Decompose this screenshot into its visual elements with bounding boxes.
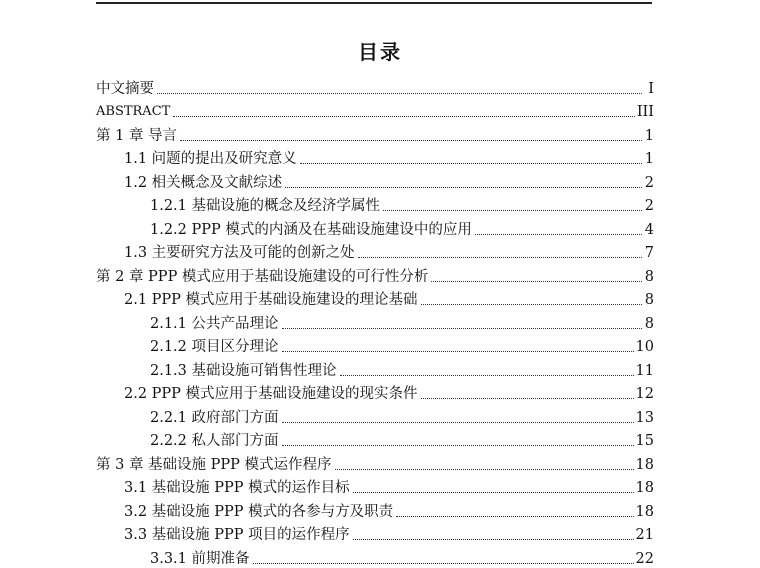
toc-entry-text: 中文摘要 <box>96 80 154 97</box>
toc-entry[interactable] <box>0 356 760 380</box>
toc-page-number: 1 <box>644 151 654 167</box>
toc-entry-text: ABSTRACT <box>96 104 171 119</box>
toc-entry[interactable] <box>0 239 760 263</box>
dot-leader <box>282 445 634 446</box>
table-of-contents <box>0 74 760 568</box>
dot-leader <box>353 492 634 493</box>
dot-leader <box>396 516 633 517</box>
toc-entry-text: 2.2.2 私人部门方面 <box>150 433 279 449</box>
toc-entry[interactable] <box>0 145 760 169</box>
toc-page-number: 18 <box>635 503 654 520</box>
toc-entry[interactable] <box>0 74 760 98</box>
dot-leader <box>180 140 642 141</box>
toc-page-number: 11 <box>635 362 654 379</box>
toc-page-number: 15 <box>635 433 654 449</box>
top-rule <box>96 2 652 4</box>
toc-entry[interactable] <box>0 380 760 404</box>
toc-page-number: 18 <box>635 456 654 473</box>
toc-entry[interactable] <box>0 215 760 239</box>
toc-entry[interactable] <box>0 309 760 333</box>
dot-leader <box>383 210 642 211</box>
toc-page-number: 8 <box>644 315 654 332</box>
toc-page-number: 8 <box>644 292 654 308</box>
dot-leader <box>340 375 634 376</box>
page-title: 目录 <box>358 40 402 64</box>
toc-entry-text: 1.2.1 基础设施的概念及经济学属性 <box>150 198 381 214</box>
toc-entry-text: 2.1 PPP 模式应用于基础设施建设的理论基础 <box>124 292 418 308</box>
toc-entry-text: 3.1 基础设施 PPP 模式的运作目标 <box>124 480 350 496</box>
toc-entry[interactable] <box>0 497 760 521</box>
toc-entry[interactable] <box>0 286 760 310</box>
toc-entry-text: 2.2 PPP 模式应用于基础设施建设的现实条件 <box>124 386 418 402</box>
dot-leader <box>173 116 635 117</box>
dot-leader <box>253 563 634 564</box>
dot-leader <box>353 539 634 540</box>
toc-page-number: 22 <box>635 550 654 567</box>
toc-entry-text: 第 1 章 导言 <box>96 127 178 144</box>
toc-entry-text: 3.2 基础设施 PPP 模式的各参与方及职责 <box>124 503 394 520</box>
toc-entry-text: 3.3.1 前期准备 <box>150 550 250 567</box>
toc-entry[interactable] <box>0 262 760 286</box>
toc-entry[interactable] <box>0 121 760 145</box>
toc-page-number: III <box>636 104 654 120</box>
toc-page-number: 18 <box>635 480 654 496</box>
dot-leader <box>358 257 642 258</box>
toc-entry[interactable] <box>0 168 760 192</box>
toc-page-number: 8 <box>644 268 654 285</box>
toc-entry-text: 2.1.3 基础设施可销售性理论 <box>150 362 337 379</box>
toc-entry-text: 第 2 章 PPP 模式应用于基础设施建设的可行性分析 <box>96 268 429 285</box>
toc-entry-text: 1.1 问题的提出及研究意义 <box>124 151 297 167</box>
dot-leader <box>421 398 634 399</box>
dot-leader <box>157 93 642 94</box>
dot-leader <box>421 304 642 305</box>
toc-entry-text: 2.1.1 公共产品理论 <box>150 315 279 332</box>
toc-page-number: 2 <box>644 198 654 214</box>
toc-page-number: 7 <box>644 245 654 261</box>
toc-page-number: 2 <box>644 174 654 191</box>
toc-entry[interactable] <box>0 427 760 451</box>
toc-entry-text: 第 3 章 基础设施 PPP 模式运作程序 <box>96 456 332 473</box>
dot-leader <box>285 187 642 188</box>
toc-entry[interactable] <box>0 474 760 498</box>
toc-entry-text: 1.2 相关概念及文献综述 <box>124 174 283 191</box>
toc-entry-text: 1.2.2 PPP 模式的内涵及在基础设施建设中的应用 <box>150 221 472 238</box>
toc-entry[interactable] <box>0 521 760 545</box>
toc-entry[interactable] <box>0 98 760 122</box>
dot-leader <box>431 281 642 282</box>
dot-leader <box>282 351 634 352</box>
dot-leader <box>335 469 634 470</box>
toc-page-number: 13 <box>635 409 654 426</box>
toc-page-number: 10 <box>635 339 654 355</box>
toc-entry-text: 2.1.2 项目区分理论 <box>150 339 279 355</box>
toc-entry-text: 1.3 主要研究方法及可能的创新之处 <box>124 245 355 261</box>
dot-leader <box>282 422 634 423</box>
dot-leader <box>475 234 642 235</box>
toc-page-number: 21 <box>635 527 654 543</box>
toc-page-number: 12 <box>635 386 654 402</box>
dot-leader <box>282 328 642 329</box>
toc-page-number: 4 <box>644 221 654 238</box>
toc-entry[interactable] <box>0 403 760 427</box>
dot-leader <box>300 163 642 164</box>
toc-entry[interactable] <box>0 333 760 357</box>
toc-entry[interactable] <box>0 192 760 216</box>
toc-entry[interactable] <box>0 544 760 568</box>
toc-page-number: I <box>648 80 654 97</box>
toc-entry-text: 3.3 基础设施 PPP 项目的运作程序 <box>124 527 350 543</box>
toc-entry-text: 2.2.1 政府部门方面 <box>150 409 279 426</box>
toc-page-number: 1 <box>644 127 654 144</box>
toc-entry[interactable] <box>0 450 760 474</box>
